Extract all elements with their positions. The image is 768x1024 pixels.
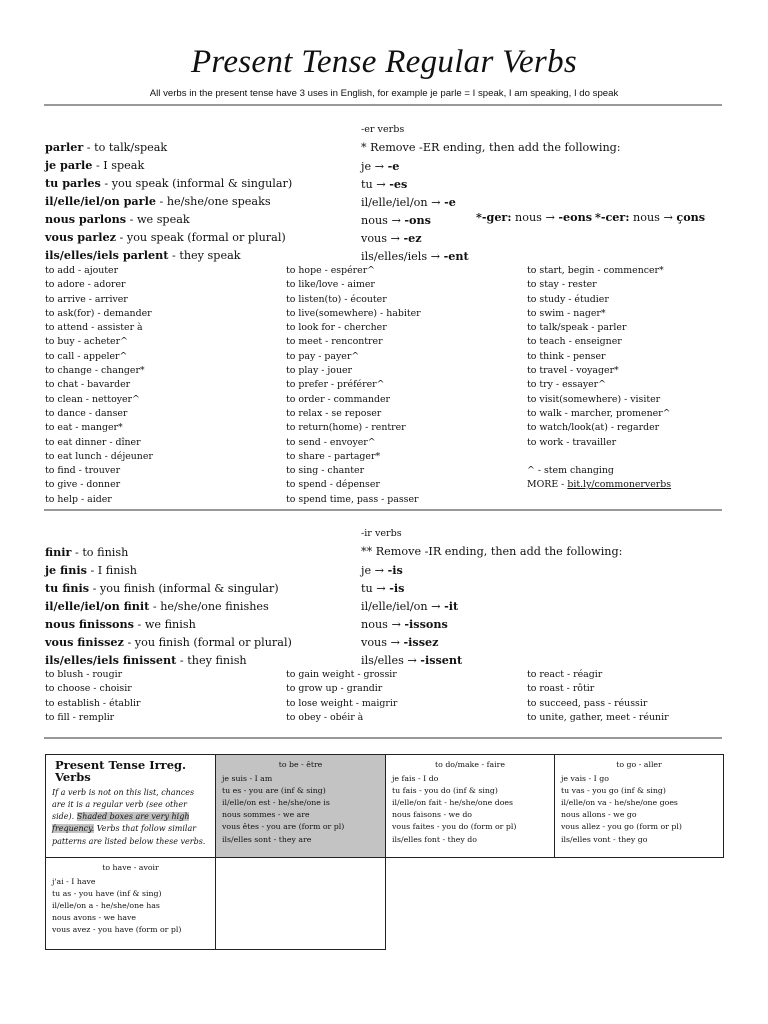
- er-conj-row: je parle - I speak: [45, 158, 145, 172]
- verb-item: to succeed, pass - réussir: [527, 697, 648, 709]
- verb-item: to study - étudier: [527, 293, 609, 305]
- verb-item: to unite, gather, meet - réunir: [527, 711, 669, 723]
- verb-item: to work - travailler: [527, 436, 617, 448]
- conj-line: vous avez - you have (form or pl): [52, 925, 182, 935]
- ir-conj-row: tu finis - you finish (informal & singular): [45, 581, 279, 595]
- verb-item: to eat - manger*: [45, 422, 123, 434]
- verb-item: to play - jouer: [286, 365, 353, 377]
- conj-line: j'ai - I have: [52, 877, 96, 887]
- faire-title: to do/make - faire: [435, 760, 505, 769]
- verb-item: to listen(to) - écouter: [286, 293, 387, 305]
- verb-item: to react - réagir: [527, 669, 603, 680]
- conj-line: vous faites - you do (form or pl): [392, 822, 517, 832]
- verb-item: to change - changer*: [45, 365, 145, 377]
- irregular-heading: Present Tense Irreg. Verbs: [55, 758, 187, 785]
- verb-item: to find - trouver: [45, 465, 121, 477]
- divider-bottom: [44, 737, 722, 739]
- er-verb-list-col1: [45, 264, 153, 507]
- verb-item: to attend - assister à: [45, 322, 143, 334]
- verb-item: to clean - nettoyer^: [45, 393, 140, 405]
- verb-item: to swim - nager*: [527, 307, 606, 319]
- irregular-intro-cell: [46, 755, 216, 858]
- verb-item: to buy - acheter^: [45, 336, 128, 348]
- er-ending-row: tu → -es: [361, 177, 408, 191]
- ir-verb-list-col3: [527, 668, 669, 725]
- divider-middle: [44, 509, 722, 511]
- verb-item: to adore - adorer: [45, 279, 126, 291]
- conj-line: tu as - you have (inf & sing): [52, 889, 162, 899]
- verb-item: to eat lunch - déjeuner: [45, 450, 153, 462]
- verb-item: to look for - chercher: [286, 322, 387, 334]
- conj-line: vous êtes - you are (form or pl): [222, 822, 345, 832]
- verb-item: to sing - chanter: [286, 465, 365, 477]
- er-conj-row: vous parlez - you speak (formal or plural): [45, 230, 286, 244]
- ir-ending-row: tu → -is: [361, 581, 405, 595]
- ir-verb-list-col2: [286, 668, 397, 725]
- er-conj-row: ils/elles/iels parlent - they speak: [45, 248, 241, 262]
- conj-line: vous allez - you go (form or pl): [561, 822, 682, 832]
- ir-conj-row: vous finissez - you finish (formal or plural): [45, 635, 292, 649]
- verb-item: to gain weight - grossir: [286, 669, 397, 680]
- ir-ending-row: ils/elles → -issent: [361, 653, 463, 667]
- conj-line: il/elle/on va - he/she/one goes: [561, 798, 678, 808]
- er-verb-list-col2: [286, 264, 421, 507]
- irregular-verbs-table: [45, 754, 724, 950]
- verb-item: to spend - dépenser: [286, 479, 380, 491]
- spelling-note-cer: *-cer: nous → çons: [595, 210, 706, 224]
- conj-line: je vais - I go: [561, 774, 609, 784]
- er-endings: [361, 121, 621, 265]
- verb-item: to lose weight - maigrir: [286, 697, 398, 709]
- verb-item: to prefer - préférer^: [286, 379, 385, 391]
- conj-line: nous sommes - we are: [222, 810, 310, 820]
- aller-title: to go - aller: [616, 760, 662, 769]
- ir-ending-row: je → -is: [361, 563, 403, 577]
- verb-item: to walk - marcher, promener^: [527, 407, 671, 419]
- verb-item: to roast - rôtir: [527, 683, 595, 695]
- irregular-note: If a verb is not on this list, chances are it is a regular verb (see other side). Shaded boxes are very high frequency. Verbs that follow similar patterns are listed below these verbs.: [52, 788, 206, 846]
- ir-conj-row: je finis - I finish: [45, 563, 137, 577]
- conj-line: nous avons - we have: [52, 913, 137, 923]
- er-ending-row: ils/elles/iels → -ent: [361, 249, 469, 263]
- er-conj-row: parler - to talk/speak: [45, 140, 168, 154]
- verb-item: to fill - remplir: [45, 711, 115, 723]
- ir-conj-row: ils/elles/iels finissent - they finish: [45, 653, 247, 667]
- verb-item: to grow up - grandir: [286, 683, 383, 695]
- table-blank: [555, 858, 724, 950]
- verb-item: to stay - rester: [527, 279, 597, 291]
- conj-line: ils/elles vont - they go: [561, 834, 648, 844]
- divider-top: [44, 104, 722, 106]
- verb-item: to relax - se reposer: [286, 407, 382, 419]
- ir-conjugation: [45, 543, 292, 669]
- conj-line: ils/elles font - they do: [392, 834, 477, 844]
- verb-item: to share - partager*: [286, 450, 381, 462]
- conj-line: je suis - I am: [222, 774, 273, 784]
- verb-box-avoir: [46, 858, 216, 950]
- verb-item: to call - appeler^: [45, 350, 128, 362]
- verb-item: to like/love - aimer: [286, 279, 375, 291]
- ir-ending-row: il/elle/iel/on → -it: [361, 599, 459, 613]
- ir-verb-list-col1: [45, 668, 140, 725]
- er-ending-row: vous → -ez: [361, 231, 422, 245]
- verb-item: to choose - choisir: [45, 683, 132, 695]
- ir-conj-row: finir - to finish: [45, 545, 129, 559]
- stem-changing-note: ^ - stem changing: [527, 465, 614, 477]
- verb-item: to talk/speak - parler: [527, 322, 627, 334]
- verb-item: to live(somewhere) - habiter: [286, 307, 421, 319]
- verb-box-aller: [555, 755, 724, 858]
- verb-item: to send - envoyer^: [286, 436, 376, 448]
- ir-header: -ir verbs: [361, 528, 402, 539]
- er-conjugation: [45, 138, 292, 264]
- er-ending-row: nous → -ons: [361, 213, 431, 227]
- conj-line: il/elle/on fait - he/she/one does: [392, 798, 514, 808]
- verb-item: to help - aider: [45, 493, 112, 505]
- verb-item: to travel - voyager*: [527, 365, 619, 377]
- verb-item: to pay - payer^: [286, 350, 360, 362]
- ir-endings: [361, 525, 622, 669]
- etre-title: to be - être: [278, 760, 323, 769]
- conj-line: tu fais - you do (inf & sing): [392, 786, 498, 796]
- verb-item: to add - ajouter: [45, 265, 119, 276]
- verb-item: to establish - établir: [45, 697, 141, 709]
- conj-line: il/elle/on a - he/she/one has: [52, 901, 160, 911]
- er-conj-row: il/elle/iel/on parle - he/she/one speaks: [45, 194, 271, 208]
- ir-ending-row: nous → -issons: [361, 617, 448, 631]
- er-instruction: * Remove -ER ending, then add the following:: [361, 141, 621, 154]
- verb-item: to chat - bavarder: [45, 379, 131, 391]
- verb-item: to eat dinner - dîner: [45, 436, 141, 448]
- verb-item: to think - penser: [527, 350, 606, 362]
- verb-item: to obey - obéir à: [286, 711, 364, 723]
- more-verbs-row: MORE - bit.ly/commonerverbs: [527, 479, 672, 491]
- conj-line: je fais - I do: [392, 774, 439, 784]
- verb-item: to visit(somewhere) - visiter: [527, 393, 661, 405]
- er-ending-row: je → -e: [361, 159, 400, 173]
- verb-item: to watch/look(at) - regarder: [527, 422, 660, 434]
- verb-item: to give - donner: [45, 479, 121, 491]
- shaded-note: Shaded boxes are very high frequency.: [52, 812, 190, 834]
- verb-item: to start, begin - commencer*: [527, 265, 664, 276]
- verb-item: to return(home) - rentrer: [286, 422, 406, 434]
- conj-line: il/elle/on est - he/she/one is: [222, 798, 330, 808]
- spelling-note-ger: *-ger: nous → -eons: [476, 210, 593, 224]
- page-title: Present Tense Regular Verbs: [190, 44, 578, 80]
- conj-line: tu es - you are (inf & sing): [222, 786, 326, 796]
- er-conj-row: nous parlons - we speak: [45, 212, 190, 226]
- verb-item: to spend time, pass - passer: [286, 493, 419, 505]
- verb-item: to dance - danser: [45, 407, 128, 419]
- table-blank: [386, 858, 555, 950]
- ir-instruction: ** Remove -IR ending, then add the following:: [361, 545, 623, 558]
- verb-box-empty: [216, 858, 386, 950]
- page-subtitle: All verbs in the present tense have 3 uses in English, for example je parle = I speak, I am speaking, I do speak: [149, 88, 619, 99]
- ir-conj-row: nous finissons - we finish: [45, 617, 196, 631]
- ir-conj-row: il/elle/iel/on finit - he/she/one finishes: [45, 599, 269, 613]
- verb-item: to blush - rougir: [45, 669, 123, 680]
- conj-line: ils/elles sont - they are: [222, 834, 312, 844]
- verb-item: to arrive - arriver: [45, 293, 128, 305]
- conj-line: nous allons - we go: [561, 810, 637, 820]
- ir-ending-row: vous → -issez: [361, 635, 439, 649]
- avoir-title: to have - avoir: [102, 863, 159, 872]
- er-ending-row: il/elle/iel/on → -e: [361, 195, 456, 209]
- verb-box-etre: [216, 755, 386, 858]
- verb-item: to try - essayer^: [527, 379, 607, 391]
- er-conj-row: tu parles - you speak (informal & singular): [45, 176, 293, 190]
- conj-line: nous faisons - we do: [392, 810, 473, 820]
- er-header: -er verbs: [361, 124, 405, 135]
- verb-item: [527, 450, 671, 464]
- verb-item: to ask(for) - demander: [45, 307, 152, 319]
- er-verb-list-col3: [527, 264, 671, 493]
- verb-item: to meet - rencontrer: [286, 336, 383, 348]
- more-verbs-link[interactable]: bit.ly/commonerverbs: [567, 479, 672, 491]
- conj-line: tu vas - you go (inf & sing): [561, 786, 666, 796]
- verb-box-faire: [386, 755, 555, 858]
- verb-item: to teach - enseigner: [527, 336, 622, 348]
- verb-item: to order - commander: [286, 393, 391, 405]
- verb-item: to hope - espérer^: [286, 265, 376, 276]
